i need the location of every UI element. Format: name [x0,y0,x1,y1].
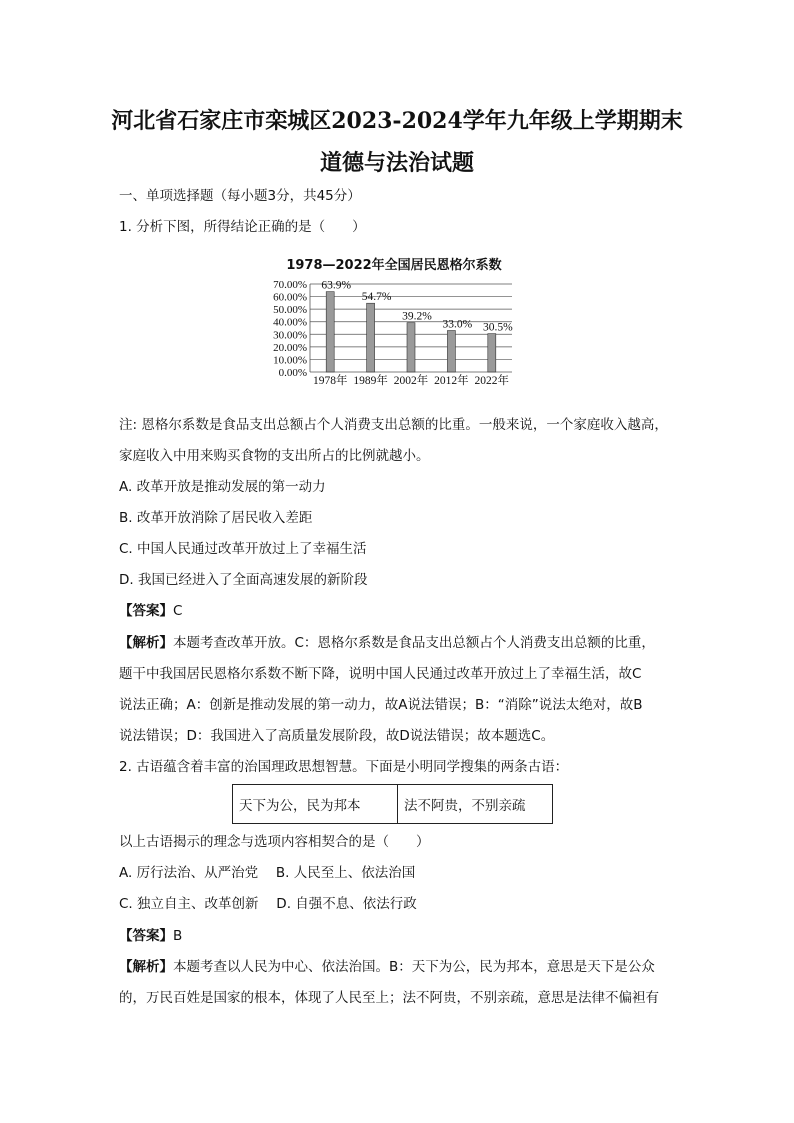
x-tick-label: 2012年 [434,375,469,387]
bar [407,323,415,372]
q1-answer [119,601,689,621]
x-tick-label: 1989年 [353,375,388,387]
y-tick-label: 70.00% [273,279,307,291]
x-tick-label: 1978年 [312,375,348,387]
q1-option-b: B. 改革开放消除了居民收入差距 [119,510,313,526]
exam-title-line1: 河北省石家庄市栾城区2023-2024学年九年级上学期期末 [111,108,683,134]
x-tick-label: 2002年 [393,375,429,387]
bar [488,334,496,372]
q1-analysis-line3: 说法正确；A：创新是推动发展的第一动力，故A说法错误；B：“消除”说法太绝对，故B [119,697,643,713]
q1-analysis-line1 [119,633,689,653]
q1-option-d: D. 我国已经进入了全面高速发展的新阶段 [119,572,368,588]
data-label: 39.2% [402,310,432,323]
data-label: 63.9% [321,279,352,292]
q1-option-c: C. 中国人民通过改革开放过上了幸福生活 [119,541,367,557]
q2-analysis-line2: 的，万民百姓是国家的根本，体现了人民至上；法不阿贵，不别亲疏，意思是法律不偏袒有 [119,990,659,1006]
q1-analysis-line4: 说法错误；D：我国进入了高质量发展阶段，故D说法错误；故本题选C。 [119,728,555,744]
exam-title-line2: 道德与法治试题 [319,150,474,176]
data-label: 30.5% [482,321,513,334]
q2-options-row1: A. 厉行法治、从严治党 B. 人民至上、依法治国 [119,865,416,881]
analysis-tag: 【解析】 [119,635,173,651]
analysis-text: 本题考查改革开放。C：恩格尔系数是食品支出总额占个人消费支出总额的比重， [173,635,655,651]
q2-analysis-line1 [119,957,689,977]
y-tick-label: 40.00% [273,316,307,329]
q1-note-line2: 家庭收入中用来购买食物的支出所占的比例就越小。 [119,448,430,464]
y-tick-label: 0.00% [278,367,307,379]
answer-tag: 【答案】 [119,603,173,619]
y-tick-label: 20.00% [273,341,307,354]
answer-value: C [173,603,183,619]
analysis-tag: 【解析】 [119,959,173,975]
q1-stem: 1. 分析下图，所得结论正确的是（ ） [119,219,366,235]
x-tick-label: 2022年 [474,375,510,387]
quote-cell: 天下为公，民为邦本 [233,785,398,824]
q1-analysis-line2: 题干中我国居民恩格尔系数不断下降，说明中国人民通过改革开放过上了幸福生活，故C [119,666,642,682]
y-tick-label: 60.00% [273,291,307,304]
bar [326,292,334,372]
bar [447,331,455,372]
q1-note-line1: 注: 恩格尔系数是食品支出总额占个人消费支出总额的比重。一般来说，一个家庭收入越高， [119,417,668,433]
data-label: 33.0% [442,318,473,331]
analysis-text: 本题考查以人民为中心、依法治国。B：天下为公，民为邦本，意思是天下是公众 [173,959,655,975]
q1-option-a: A. 改革开放是推动发展的第一动力 [119,479,326,495]
y-tick-label: 10.00% [273,354,307,367]
answer-tag: 【答案】 [119,928,173,944]
data-label: 54.7% [361,291,392,304]
table-row [233,785,553,824]
quotes-table [232,784,553,824]
y-tick-label: 30.00% [273,329,307,342]
q2-stem: 2. 古语蕴含着丰富的治国理政思想智慧。下面是小明同学搜集的两条古语： [119,759,569,775]
q2-question: 以上古语揭示的理念与选项内容相契合的是（ ） [119,834,430,850]
section-heading: 一、单项选择题（每小题3分，共45分） [119,188,361,204]
quote-cell: 法不阿贵，不别亲疏 [398,785,553,824]
answer-value: B [173,928,183,944]
q2-answer [119,926,689,946]
engel-coefficient-bar-chart [260,254,528,387]
bar [367,303,375,372]
q2-options-row2: C. 独立自主、改革创新 D. 自强不息、依法行政 [119,896,417,912]
y-tick-label: 50.00% [273,304,307,317]
chart-title: 1978—2022年全国居民恩格尔系数 [286,258,502,273]
